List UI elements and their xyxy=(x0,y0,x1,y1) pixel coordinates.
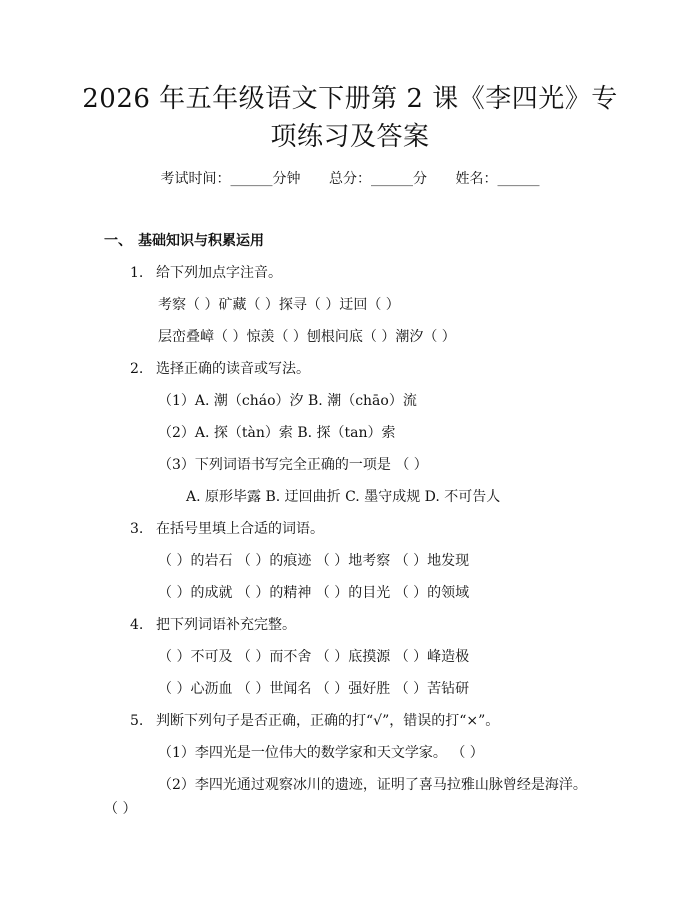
question-number: 3. xyxy=(130,521,144,537)
q4-line-1: （ ）不可及 （ ）而不舍 （ ）底摸源 （ ）峰造极 xyxy=(158,649,470,665)
question-4 xyxy=(130,614,296,634)
q1-line-2: 层峦叠嶂（ ）惊羡（ ）刨根问底（ ）潮汐（ ） xyxy=(158,329,456,345)
q3-line-2: （ ）的成就 （ ）的精神 （ ）的目光 （ ）的领域 xyxy=(158,585,470,601)
section-heading xyxy=(104,230,264,250)
q3-line-1: （ ）的岩石 （ ）的痕迹 （ ）地考察 （ ）地发现 xyxy=(158,553,470,569)
document-title xyxy=(60,80,640,156)
q5-sub-2: （2）李四光通过观察冰川的遗迹，证明了喜马拉雅山脉曾经是海洋。 xyxy=(158,777,587,793)
question-number: 4. xyxy=(130,617,144,633)
question-5 xyxy=(130,710,499,730)
question-1 xyxy=(130,262,282,282)
question-number: 2. xyxy=(130,361,144,377)
q2-sub-3: （3）下列词语书写完全正确的一项是 （ ） xyxy=(158,457,428,473)
exam-meta xyxy=(0,168,700,188)
question-text: 给下列加点字注音。 xyxy=(156,265,282,281)
question-3 xyxy=(130,518,324,538)
question-2 xyxy=(130,358,310,378)
question-text: 把下列词语补充完整。 xyxy=(156,617,296,633)
student-name: 姓名：______ xyxy=(455,171,540,187)
q5-sub-1: （1）李四光是一位伟大的数学家和天文学家。 （ ） xyxy=(158,745,484,761)
question-number: 1. xyxy=(130,265,144,281)
title-line-2: 项练习及答案 xyxy=(270,122,430,152)
total-score: 总分：______分 xyxy=(329,171,427,187)
q4-line-2: （ ）心沥血 （ ）世闻名 （ ）强好胜 （ ）苦钻研 xyxy=(158,681,470,697)
q2-sub-1: （1）A. 潮（cháo）汐 B. 潮（chāo）流 xyxy=(158,393,417,409)
q2-sub-2: （2）A. 探（tàn）索 B. 探（tan）索 xyxy=(158,425,396,441)
q1-line-1: 考察（ ）矿藏（ ）探寻（ ）迂回（ ） xyxy=(158,297,400,313)
question-text: 选择正确的读音或写法。 xyxy=(156,361,310,377)
title-line-1: 2026 年五年级语文下册第 2 课《李四光》专 xyxy=(82,84,618,114)
question-text: 在括号里填上合适的词语。 xyxy=(156,521,324,537)
question-text: 判断下列句子是否正确，正确的打“√”，错误的打“×”。 xyxy=(156,713,500,729)
section-title: 基础知识与积累运用 xyxy=(138,233,264,249)
section-number: 一、 xyxy=(104,233,132,249)
exam-time: 考试时间：______分钟 xyxy=(160,171,301,187)
q5-sub-2-answer-blank: （ ） xyxy=(104,801,137,817)
q2-options: A. 原形毕露 B. 迂回曲折 C. 墨守成规 D. 不可告人 xyxy=(186,489,501,505)
question-number: 5. xyxy=(130,713,144,729)
